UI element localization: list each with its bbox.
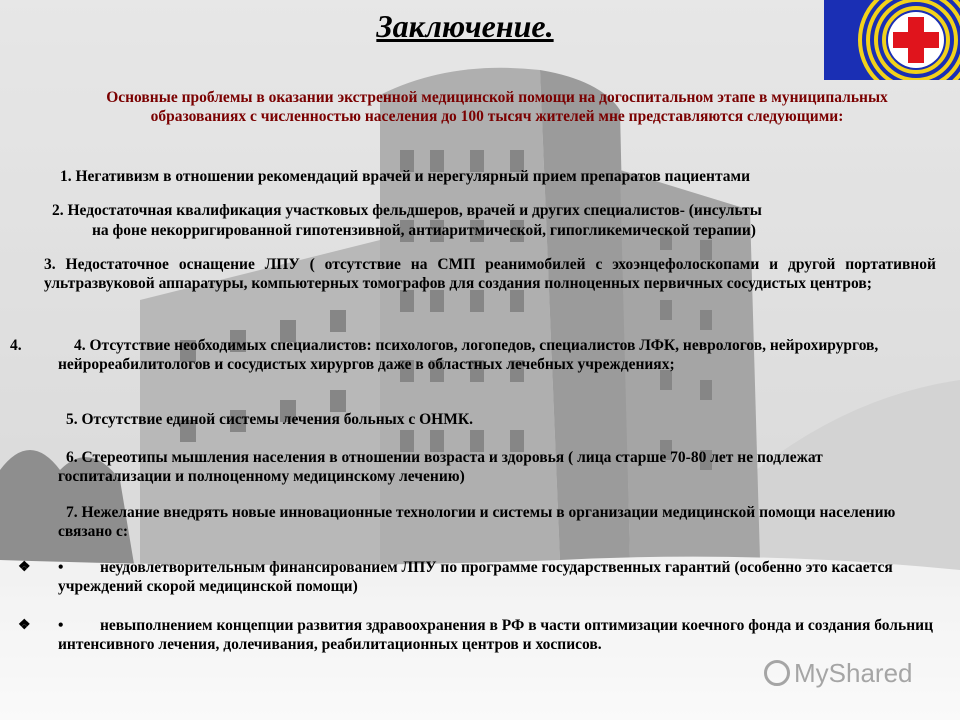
diamond-bullet-icon: ❖ bbox=[18, 618, 31, 633]
item-2-line2: на фоне некорригированной гипотензивной, антиаритмической, гипогликемической терапии) bbox=[92, 222, 756, 239]
item-4: 4. Отсутствие необходимых специалистов: психологов, логопедов, специалистов ЛФК, неврологов, нейрохирургов, нейрореабилитологов и сосудистых хирургов даже в областных лечебных учреждениях; bbox=[58, 337, 879, 373]
slide-title: Заключение. bbox=[376, 8, 554, 44]
intro-paragraph: Основные проблемы в оказании экстренной медицинской помощи на догоспитальном этапе в муниципальных образованиях с численностью населения до 100 тысяч жителей мне представляются следующими: bbox=[106, 89, 888, 125]
bullet-item bbox=[18, 616, 938, 654]
item-3: 3. Недостаточное оснащение ЛПУ ( отсутствие на СМП реанимобилей с эхоэнцефолоскопами и другой портативной ультразвуковой аппаратуры, компьютерных томографов для создания полноценных первичных сосудистых центров; bbox=[44, 256, 936, 292]
dot-bullet-icon: • bbox=[58, 617, 64, 634]
watermark-text: MyShared bbox=[794, 658, 913, 688]
item-5: 5. Отсутствие единой системы лечения больных с ОНМК. bbox=[66, 411, 473, 428]
bullet-text: неудовлетворительным финансированием ЛПУ по программе государственных гарантий (особенно это касается учреждений скорой медицинской помощи) bbox=[58, 559, 893, 595]
item-1: 1. Негативизм в отношении рекомендаций врачей и нерегулярный прием препаратов пациентами bbox=[60, 168, 751, 185]
bullet-item bbox=[18, 558, 938, 596]
item-4-number: 4. bbox=[10, 337, 22, 354]
watermark-logo-icon bbox=[764, 660, 790, 686]
bullet-text: невыполнением концепции развития здравоохранения в РФ в части оптимизации коечного фонда и создания больниц интенсивного лечения, долечивания, реабилитационных центров и хосписов. bbox=[58, 617, 933, 653]
diamond-bullet-icon: ❖ bbox=[18, 560, 31, 575]
item-7: 7. Нежелание внедрять новые инновационные технологии и системы в организации медицинской помощи населению связано с: bbox=[58, 504, 896, 540]
item-2-line1: 2. Недостаточная квалификация участковых фельдшеров, врачей и других специалистов- (инсульты bbox=[52, 202, 762, 219]
dot-bullet-icon: • bbox=[58, 559, 64, 576]
item-6: 6. Стереотипы мышления населения в отношении возраста и здоровья ( лица старше 70-80 лет не подлежат госпитализации и полноценному медицинскому лечению) bbox=[58, 449, 823, 485]
watermark bbox=[764, 658, 913, 689]
